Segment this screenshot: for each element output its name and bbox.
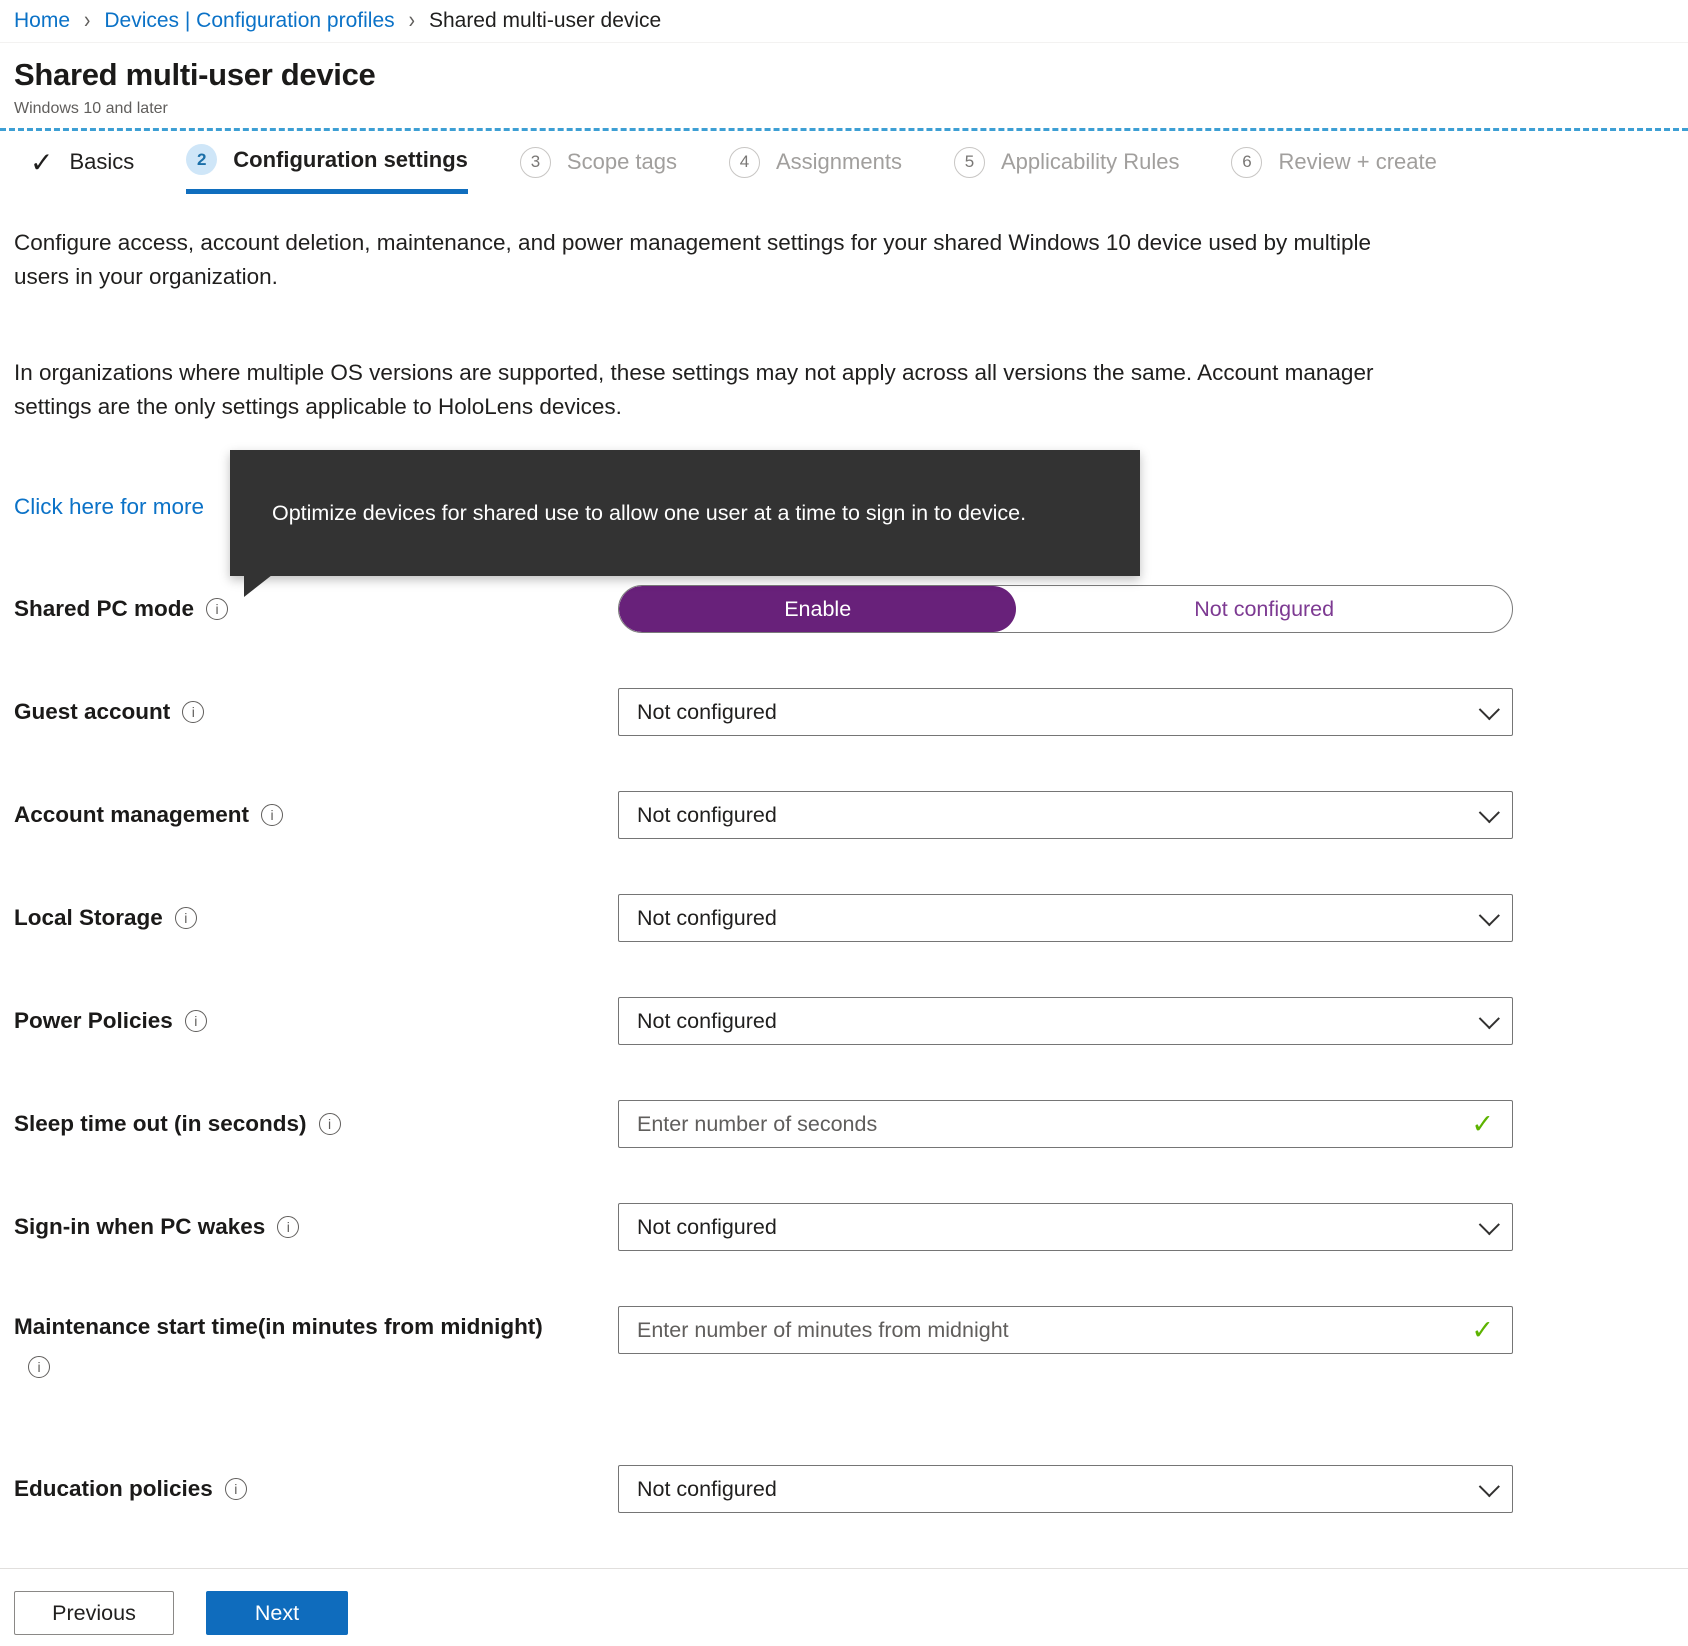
intro-paragraph-2: In organizations where multiple OS versions are supported, these settings may not apply across all versions the same. Account manager settings are the only settings applicable to HoloLens devices.: [14, 360, 1374, 419]
tab-label: Basics: [69, 149, 135, 174]
intro-paragraph-1: Configure access, account deletion, maintenance, and power management settings for your shared Windows 10 device used by multiple users in your organization.: [14, 230, 1372, 289]
education-policies-dropdown[interactable]: [618, 1465, 1513, 1513]
form-row-account-management: [0, 791, 1688, 839]
info-icon[interactable]: i: [225, 1478, 247, 1500]
power-policies-dropdown[interactable]: [618, 997, 1513, 1045]
maintenance-start-time-input-wrap: [618, 1306, 1513, 1354]
breadcrumb-home[interactable]: Home: [14, 9, 71, 32]
breadcrumb-current: Shared multi-user device: [428, 9, 662, 32]
info-icon[interactable]: i: [261, 804, 283, 826]
guest-account-dropdown[interactable]: [618, 688, 1513, 736]
field-label: [14, 596, 618, 622]
validation-check-icon: ✓: [1471, 1314, 1494, 1345]
maintenance-start-time-input[interactable]: [637, 1318, 1459, 1343]
form-row-sign-in-when-pc-wakes: [0, 1203, 1688, 1251]
breadcrumb-configuration-profiles[interactable]: Devices | Configuration profiles: [104, 9, 395, 32]
field-label-text: Power Policies: [14, 1008, 173, 1033]
chevron-down-icon: [1479, 1008, 1500, 1029]
info-icon[interactable]: i: [175, 907, 197, 929]
step-number-badge: 2: [186, 144, 217, 175]
tab-configuration-settings[interactable]: [186, 144, 468, 194]
info-icon[interactable]: i: [185, 1010, 207, 1032]
info-icon[interactable]: i: [28, 1356, 50, 1378]
info-icon[interactable]: i: [319, 1113, 341, 1135]
field-label: [14, 1306, 618, 1378]
info-icon[interactable]: i: [206, 598, 228, 620]
field-label-text: Education policies: [14, 1476, 213, 1501]
field-label-text: Local Storage: [14, 905, 163, 930]
shared-pc-mode-toggle[interactable]: [618, 585, 1513, 633]
wizard-steps: [0, 131, 1688, 194]
field-label-text: Sleep time out (in seconds): [14, 1111, 307, 1136]
dropdown-value: Not configured: [637, 1214, 777, 1239]
sign-in-when-pc-wakes-dropdown[interactable]: [618, 1203, 1513, 1251]
chevron-right-icon: ›: [408, 7, 415, 34]
step-number-badge: 5: [954, 147, 985, 178]
field-label-text: Guest account: [14, 699, 171, 724]
page-title: Shared multi-user device: [14, 57, 376, 92]
local-storage-dropdown[interactable]: [618, 894, 1513, 942]
toggle-option-enable[interactable]: Enable: [619, 586, 1016, 632]
field-label: [14, 1008, 618, 1034]
field-label: [14, 802, 618, 828]
form-row-education-policies: [0, 1465, 1688, 1513]
field-label-text: Account management: [14, 802, 250, 827]
field-label-text: Shared PC mode: [14, 596, 195, 621]
tab-label: Configuration settings: [233, 146, 468, 172]
dropdown-value: Not configured: [637, 1476, 777, 1501]
tab-basics[interactable]: [30, 146, 134, 193]
step-number-badge: 6: [1231, 147, 1262, 178]
form-row-maintenance-start-time: [0, 1306, 1688, 1378]
toggle-option-not-configured[interactable]: Not configured: [1194, 596, 1335, 621]
form-row-guest-account: [0, 688, 1688, 736]
next-button[interactable]: Next: [206, 1591, 348, 1635]
tab-label: Assignments: [776, 149, 902, 174]
account-management-dropdown[interactable]: [618, 791, 1513, 839]
configuration-form: [0, 585, 1688, 1513]
info-icon[interactable]: i: [182, 701, 204, 723]
tooltip-text: Optimize devices for shared use to allow one user at a time to sign in to device.: [272, 500, 1027, 525]
check-icon: ✓: [30, 146, 54, 178]
page-subtitle: Windows 10 and later: [14, 100, 168, 117]
tab-review-create[interactable]: [1231, 147, 1436, 192]
info-icon[interactable]: i: [277, 1216, 299, 1238]
chevron-right-icon: ›: [84, 7, 91, 34]
more-info-link[interactable]: Click here for more: [14, 494, 205, 519]
sleep-time-out-input[interactable]: [637, 1112, 1459, 1137]
chevron-down-icon: [1479, 1476, 1500, 1497]
sleep-time-out-input-wrap: [618, 1100, 1513, 1148]
chevron-down-icon: [1479, 905, 1500, 926]
step-number-badge: 3: [520, 147, 551, 178]
field-label: [14, 699, 618, 725]
dropdown-value: Not configured: [637, 1008, 777, 1033]
wizard-footer: [0, 1569, 1688, 1635]
step-number-badge: 4: [729, 147, 760, 178]
form-row-sleep-time-out: [0, 1100, 1688, 1148]
chevron-down-icon: [1479, 802, 1500, 823]
tab-applicability-rules[interactable]: [954, 147, 1180, 192]
tab-scope-tags[interactable]: [520, 147, 677, 192]
form-row-local-storage: [0, 894, 1688, 942]
dropdown-value: Not configured: [637, 699, 777, 724]
validation-check-icon: ✓: [1471, 1108, 1494, 1139]
field-label: [14, 1111, 618, 1137]
tooltip: [230, 450, 1140, 576]
tab-label: Review + create: [1278, 149, 1437, 174]
previous-button[interactable]: Previous: [14, 1591, 174, 1635]
field-label: [14, 1476, 618, 1502]
breadcrumb: [0, 0, 1688, 43]
field-label-text: Sign-in when PC wakes: [14, 1214, 266, 1239]
chevron-down-icon: [1479, 699, 1500, 720]
field-label-text: Maintenance start time(in minutes from midnight): [14, 1314, 543, 1339]
dropdown-value: Not configured: [637, 802, 777, 827]
field-label: [14, 905, 618, 931]
chevron-down-icon: [1479, 1214, 1500, 1235]
form-row-power-policies: [0, 997, 1688, 1045]
dropdown-value: Not configured: [637, 905, 777, 930]
tab-label: Applicability Rules: [1000, 149, 1180, 174]
field-label: [14, 1214, 618, 1240]
tooltip-arrow: [244, 575, 272, 597]
tab-assignments[interactable]: [729, 147, 902, 192]
page-header: [0, 43, 1688, 118]
tab-label: Scope tags: [566, 149, 677, 174]
